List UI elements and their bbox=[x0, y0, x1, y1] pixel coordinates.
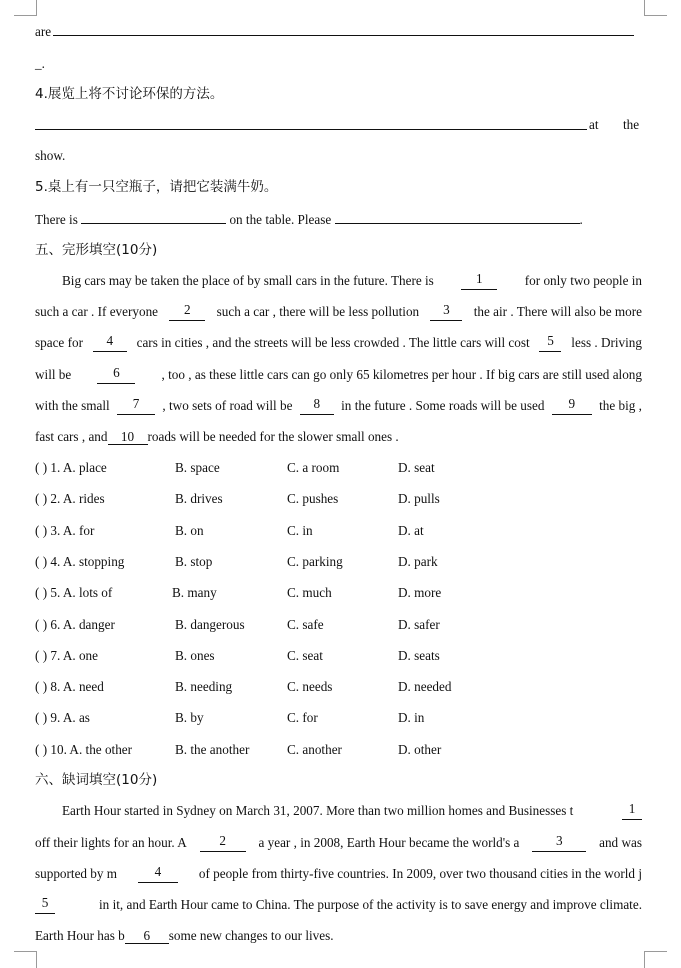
blank-number[interactable]: 7 bbox=[117, 397, 155, 415]
q3-answer-line: are bbox=[35, 22, 642, 41]
cloze-line: fast cars , and 10 roads will be needed for the slower small ones . bbox=[35, 429, 399, 444]
option-c: C. pushes bbox=[287, 491, 339, 507]
option-b: B. on bbox=[175, 522, 204, 538]
blank-number[interactable]: 3 bbox=[430, 303, 462, 321]
option-b: B. ones bbox=[175, 647, 215, 663]
option-d: D. needed bbox=[398, 679, 452, 695]
answer-blank[interactable] bbox=[335, 210, 580, 224]
option-c: C. for bbox=[287, 710, 318, 726]
option-b: B. dangerous bbox=[175, 616, 245, 632]
question-option-a[interactable]: ( ) 2. A. rides bbox=[35, 491, 105, 507]
option-c: C. needs bbox=[287, 679, 333, 695]
option-b: B. by bbox=[175, 710, 204, 726]
blank-number[interactable]: 4 bbox=[93, 334, 127, 352]
question-option-a[interactable]: ( ) 4. A. stopping bbox=[35, 553, 125, 569]
option-b: B. drives bbox=[175, 491, 223, 507]
crop-mark-bottom-right bbox=[644, 951, 667, 968]
question-option-a[interactable]: ( ) 8. A. need bbox=[35, 679, 104, 695]
option-b: B. the another bbox=[175, 741, 250, 757]
q3-answer-end: _. bbox=[35, 56, 45, 71]
option-d: D. safer bbox=[398, 616, 440, 632]
option-d: D. park bbox=[398, 553, 438, 569]
q4-answer-line: at the bbox=[35, 116, 642, 135]
option-d: D. other bbox=[398, 741, 442, 757]
question-option-a[interactable]: ( ) 9. A. as bbox=[35, 710, 90, 726]
blank-number[interactable]: 4 bbox=[138, 865, 178, 883]
option-c: C. seat bbox=[287, 647, 323, 663]
q4-prompt: 4.展览上将不讨论环保的方法。 bbox=[35, 86, 224, 102]
q5-prompt: 5.桌上有一只空瓶子，请把它装满牛奶。 bbox=[35, 179, 278, 195]
crop-mark-top-right bbox=[644, 0, 667, 16]
blank-number[interactable]: 5 bbox=[35, 896, 55, 914]
option-b: B. stop bbox=[175, 553, 213, 569]
question-option-a[interactable]: ( ) 1. A. place bbox=[35, 460, 107, 475]
option-c: C. parking bbox=[287, 553, 343, 569]
blank-number[interactable]: 1 bbox=[622, 802, 642, 820]
blank-number[interactable]: 8 bbox=[300, 397, 334, 415]
cloze-line: space for 4 cars in cities , and the streets will be less crowded . The little cars will cost 5 less . Driving bbox=[35, 333, 642, 350]
option-c: C. in bbox=[287, 522, 313, 538]
crop-mark-top-left bbox=[14, 0, 37, 16]
crop-mark-bottom-left bbox=[14, 951, 37, 968]
q5-answer-line: There is on the table. Please . bbox=[35, 212, 583, 227]
option-b: B. needing bbox=[175, 679, 233, 695]
blank-number[interactable]: 2 bbox=[200, 834, 246, 852]
option-d: D. at bbox=[398, 522, 424, 538]
option-b: B. space bbox=[175, 460, 220, 475]
blank-number[interactable]: 9 bbox=[552, 397, 592, 415]
blank-number[interactable]: 6 bbox=[97, 366, 135, 384]
question-option-a[interactable]: ( ) 7. A. one bbox=[35, 647, 98, 663]
blank-number[interactable]: 3 bbox=[532, 834, 586, 852]
question-option-a[interactable]: ( ) 6. A. danger bbox=[35, 616, 115, 632]
fill-line: Earth Hour has b 6 some new changes to our lives. bbox=[35, 928, 334, 943]
option-c: C. a room bbox=[287, 460, 340, 475]
question-option-a[interactable]: ( ) 5. A. lots of bbox=[35, 585, 113, 601]
blank-number[interactable]: 10 bbox=[108, 430, 148, 445]
answer-blank[interactable] bbox=[53, 22, 634, 36]
option-d: D. in bbox=[398, 710, 425, 726]
fill-line: Earth Hour started in Sydney on March 31, 2007. More than two million homes and Businesses t 1 bbox=[35, 802, 642, 820]
cloze-line: such a car . If everyone 2 such a car , there will be less pollution 3 the air . There will also be more bbox=[35, 302, 642, 319]
answer-blank[interactable] bbox=[81, 210, 226, 224]
cloze-line: will be 6 , too , as these little cars can go only 65 kilometres per hour . If big cars are still used along bbox=[35, 365, 642, 382]
question-option-a[interactable]: ( ) 10. A. the other bbox=[35, 741, 133, 757]
cloze-line: with the small 7 , two sets of road will be 8 in the future . Some roads will be used 9 the big , bbox=[35, 396, 642, 413]
question-option-a[interactable]: ( ) 3. A. for bbox=[35, 522, 95, 538]
answer-blank[interactable] bbox=[35, 116, 587, 130]
section-heading-cloze: 五、完形填空(10分) bbox=[35, 242, 158, 258]
fill-line: off their lights for an hour. A 2 a year , in 2008, Earth Hour became the world's a 3 and was bbox=[35, 833, 642, 850]
option-c: C. much bbox=[287, 585, 332, 601]
option-d: D. seats bbox=[398, 647, 440, 663]
q4-answer-end: show. bbox=[35, 148, 66, 163]
fill-line: 5 in it, and Earth Hour came to China. The purpose of the activity is to save energy and improve climate. bbox=[35, 896, 642, 914]
blank-number[interactable]: 5 bbox=[539, 334, 561, 352]
option-c: C. another bbox=[287, 741, 342, 757]
blank-number[interactable]: 1 bbox=[461, 272, 497, 290]
section-heading-fill: 六、缺词填空(10分) bbox=[35, 772, 158, 788]
cloze-line: Big cars may be taken the place of by small cars in the future. There is 1 for only two people in bbox=[62, 271, 642, 288]
option-d: D. more bbox=[398, 585, 442, 601]
option-c: C. safe bbox=[287, 616, 324, 632]
option-d: D. pulls bbox=[398, 491, 440, 507]
blank-number[interactable]: 6 bbox=[125, 929, 169, 944]
blank-number[interactable]: 2 bbox=[169, 303, 205, 321]
fill-line: supported by m 4 of people from thirty-five countries. In 2009, over two thousand cities in the world j bbox=[35, 864, 642, 881]
option-d: D. seat bbox=[398, 460, 435, 475]
option-b: B. many bbox=[172, 585, 217, 601]
